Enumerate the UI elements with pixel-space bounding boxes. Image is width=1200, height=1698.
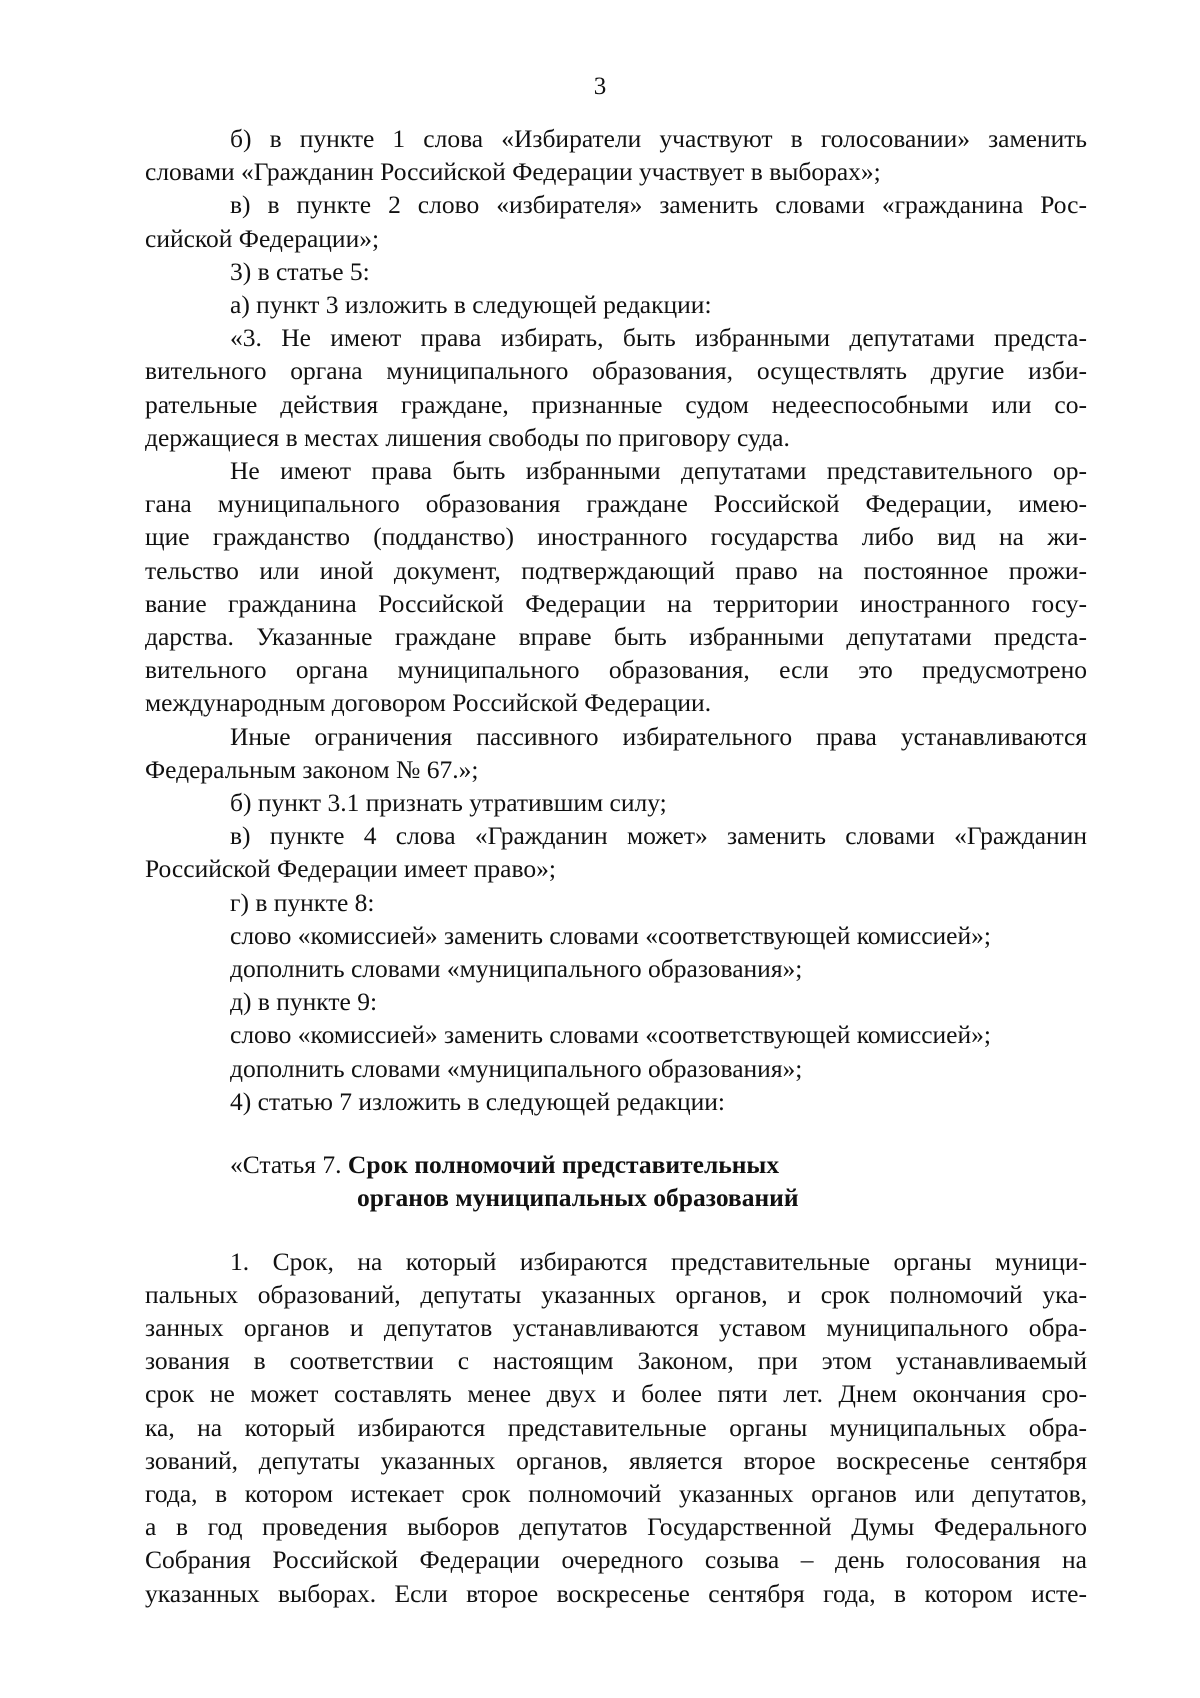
article-title-line1: Срок полномочий представительных xyxy=(347,1150,780,1180)
text-line: Федеральным законом № 67.»; xyxy=(145,754,479,784)
paragraph: слово «комиссией» заменить словами «соответствующей комиссией»; xyxy=(230,1020,991,1050)
text-line: зований, депутаты указанных органов, является второе воскресенье сентября xyxy=(145,1445,1087,1475)
text-line: словами «Гражданин Российской Федерации участвует в выборах»; xyxy=(145,157,881,187)
text-line: в) в пункте 2 слово «избирателя» заменить словами «гражданина Рос- xyxy=(230,190,1087,220)
paragraph xyxy=(145,188,1087,254)
text-line: дарства. Указанные граждане вправе быть избранными депутатами предста- xyxy=(145,622,1087,652)
page-number: 3 xyxy=(593,73,607,100)
text-line: международным договором Российской Федерации. xyxy=(145,688,712,718)
text-line: а в год проведения выборов депутатов Государственной Думы Федерального xyxy=(145,1512,1087,1542)
text-line: рательные действия граждане, признанные судом недееспособными или со- xyxy=(145,389,1087,419)
article-paragraph xyxy=(145,1245,1087,1610)
article-title-line2: органов муниципальных образований xyxy=(357,1183,799,1213)
text-line: Не имеют права быть избранными депутатами представительного ор- xyxy=(230,456,1087,486)
text-line: пальных образований, депутаты указанных органов, и срок полномочий ука- xyxy=(145,1279,1087,1309)
text-line: сийской Федерации»; xyxy=(145,223,380,253)
paragraph xyxy=(145,720,1087,786)
article-heading-line xyxy=(145,1148,1087,1181)
paragraph: а) пункт 3 изложить в следующей редакции: xyxy=(230,290,712,320)
article-heading xyxy=(145,1148,1087,1214)
text-line: в) пункте 4 слова «Гражданин может» заменить словами «Гражданин xyxy=(230,821,1087,851)
text-line: указанных выборах. Если второе воскресенье сентября года, в котором исте- xyxy=(145,1578,1087,1608)
text-line: зования в соответствии с настоящим Законом, при этом устанавливаемый xyxy=(145,1346,1087,1376)
text-line: гана муниципального образования граждане Российской Федерации, имею- xyxy=(145,489,1087,519)
paragraph: 4) статью 7 изложить в следующей редакции: xyxy=(230,1086,725,1116)
text-line: Российской Федерации имеет право»; xyxy=(145,854,556,884)
paragraph: слово «комиссией» заменить словами «соответствующей комиссией»; xyxy=(230,920,991,950)
paragraph: дополнить словами «муниципального образования»; xyxy=(230,1053,803,1083)
text-line: 1. Срок, на который избираются представительные органы муници- xyxy=(230,1246,1087,1276)
paragraph xyxy=(145,819,1087,885)
text-line: Иные ограничения пассивного избирательного права устанавливаются xyxy=(230,721,1087,751)
text-line: вительного органа муниципального образования, если это предусмотрено xyxy=(145,655,1087,685)
article-heading-prefix: «Статья 7. xyxy=(230,1150,348,1180)
text-line: щие гражданство (подданство) иностранного государства либо вид на жи- xyxy=(145,522,1087,552)
text-line: срок не может составлять менее двух и более пяти лет. Днем окончания сро- xyxy=(145,1379,1087,1409)
paragraph xyxy=(145,321,1087,454)
paragraph: дополнить словами «муниципального образования»; xyxy=(230,954,803,984)
text-line: вание гражданина Российской Федерации на территории иностранного госу- xyxy=(145,588,1087,618)
paragraph xyxy=(145,122,1087,188)
paragraph: 3) в статье 5: xyxy=(230,256,370,286)
text-line: занных органов и депутатов устанавливаются уставом муниципального обра- xyxy=(145,1312,1087,1342)
text-line: «3. Не имеют права избирать, быть избранными депутатами предста- xyxy=(230,323,1087,353)
text-line: ка, на который избираются представительные органы муниципальных обра- xyxy=(145,1412,1087,1442)
text-line: Собрания Российской Федерации очередного созыва – день голосования на xyxy=(145,1545,1087,1575)
paragraph: д) в пункте 9: xyxy=(230,987,378,1017)
text-line: тельство или иной документ, подтверждающий право на постоянное прожи- xyxy=(145,555,1087,585)
text-line: вительного органа муниципального образования, осуществлять другие изби- xyxy=(145,356,1087,386)
paragraph: г) в пункте 8: xyxy=(230,887,375,917)
text-line: года, в котором истекает срок полномочий указанных органов или депутатов, xyxy=(145,1478,1087,1508)
paragraph xyxy=(145,454,1087,720)
text-line: держащиеся в местах лишения свободы по приговору суда. xyxy=(145,422,790,452)
text-line: б) в пункте 1 слова «Избиратели участвуют в голосовании» заменить xyxy=(230,124,1087,153)
paragraph: б) пункт 3.1 признать утратившим силу; xyxy=(230,788,667,818)
document-body xyxy=(145,122,1087,1610)
